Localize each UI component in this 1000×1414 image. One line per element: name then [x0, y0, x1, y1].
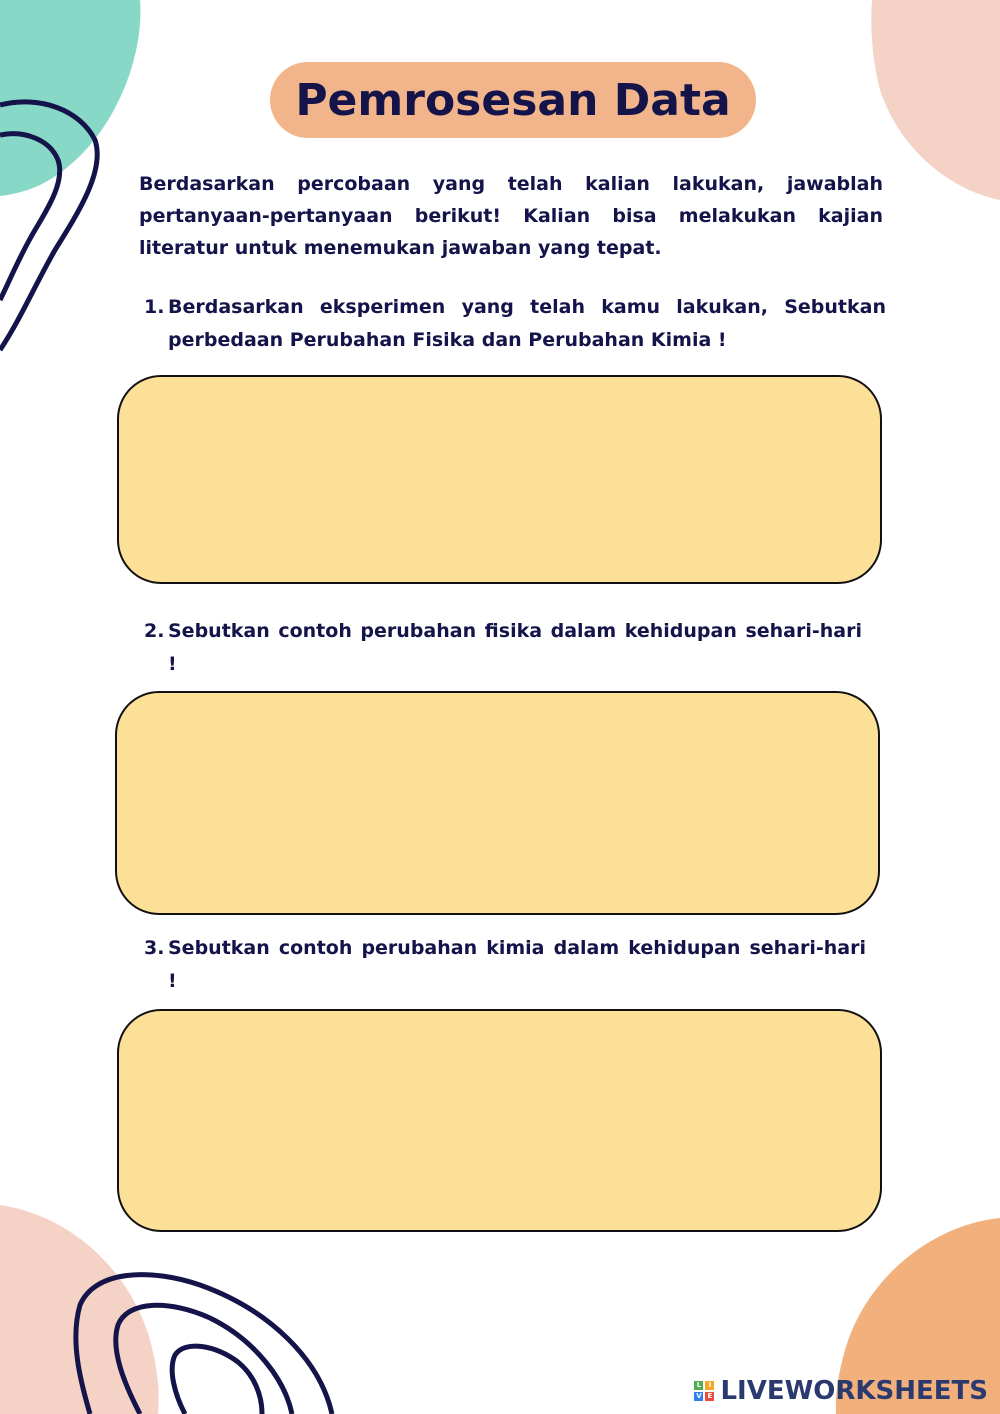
page-title: Pemrosesan Data — [295, 74, 731, 126]
answer-box-3[interactable] — [117, 1009, 882, 1232]
liveworksheets-logo-icon: L I V E — [694, 1381, 714, 1401]
title-banner — [270, 62, 756, 138]
question-text: Sebutkan contoh perubahan kimia dalam kehidupan sehari-hari ! — [168, 937, 866, 992]
peach-blob-top-right — [871, 0, 1000, 200]
liveworksheets-wordmark: LIVEWORKSHEETS — [720, 1376, 988, 1406]
liveworksheets-logo — [694, 1376, 988, 1406]
question-text: Berdasarkan eksperimen yang telah kamu lakukan, Sebutkan perbedaan Perubahan Fisika dan Perubahan Kimia ! — [168, 296, 886, 351]
question-number: 2. — [144, 620, 165, 642]
answer-box-2[interactable] — [115, 691, 880, 915]
question-2 — [144, 615, 862, 681]
answer-box-1[interactable] — [117, 375, 882, 584]
question-3 — [144, 932, 866, 998]
instructions-paragraph: Berdasarkan percobaan yang telah kalian lakukan, jawablah pertanyaan-pertanyaan berikut! Kalian bisa melakukan kajian literatur untuk menemukan jawaban yang tepat. — [139, 173, 883, 259]
question-1 — [144, 291, 886, 357]
question-number: 3. — [144, 937, 165, 959]
teal-blob-top-left — [0, 0, 140, 196]
question-text: Sebutkan contoh perubahan fisika dalam kehidupan sehari-hari ! — [168, 620, 862, 675]
question-number: 1. — [144, 296, 165, 318]
